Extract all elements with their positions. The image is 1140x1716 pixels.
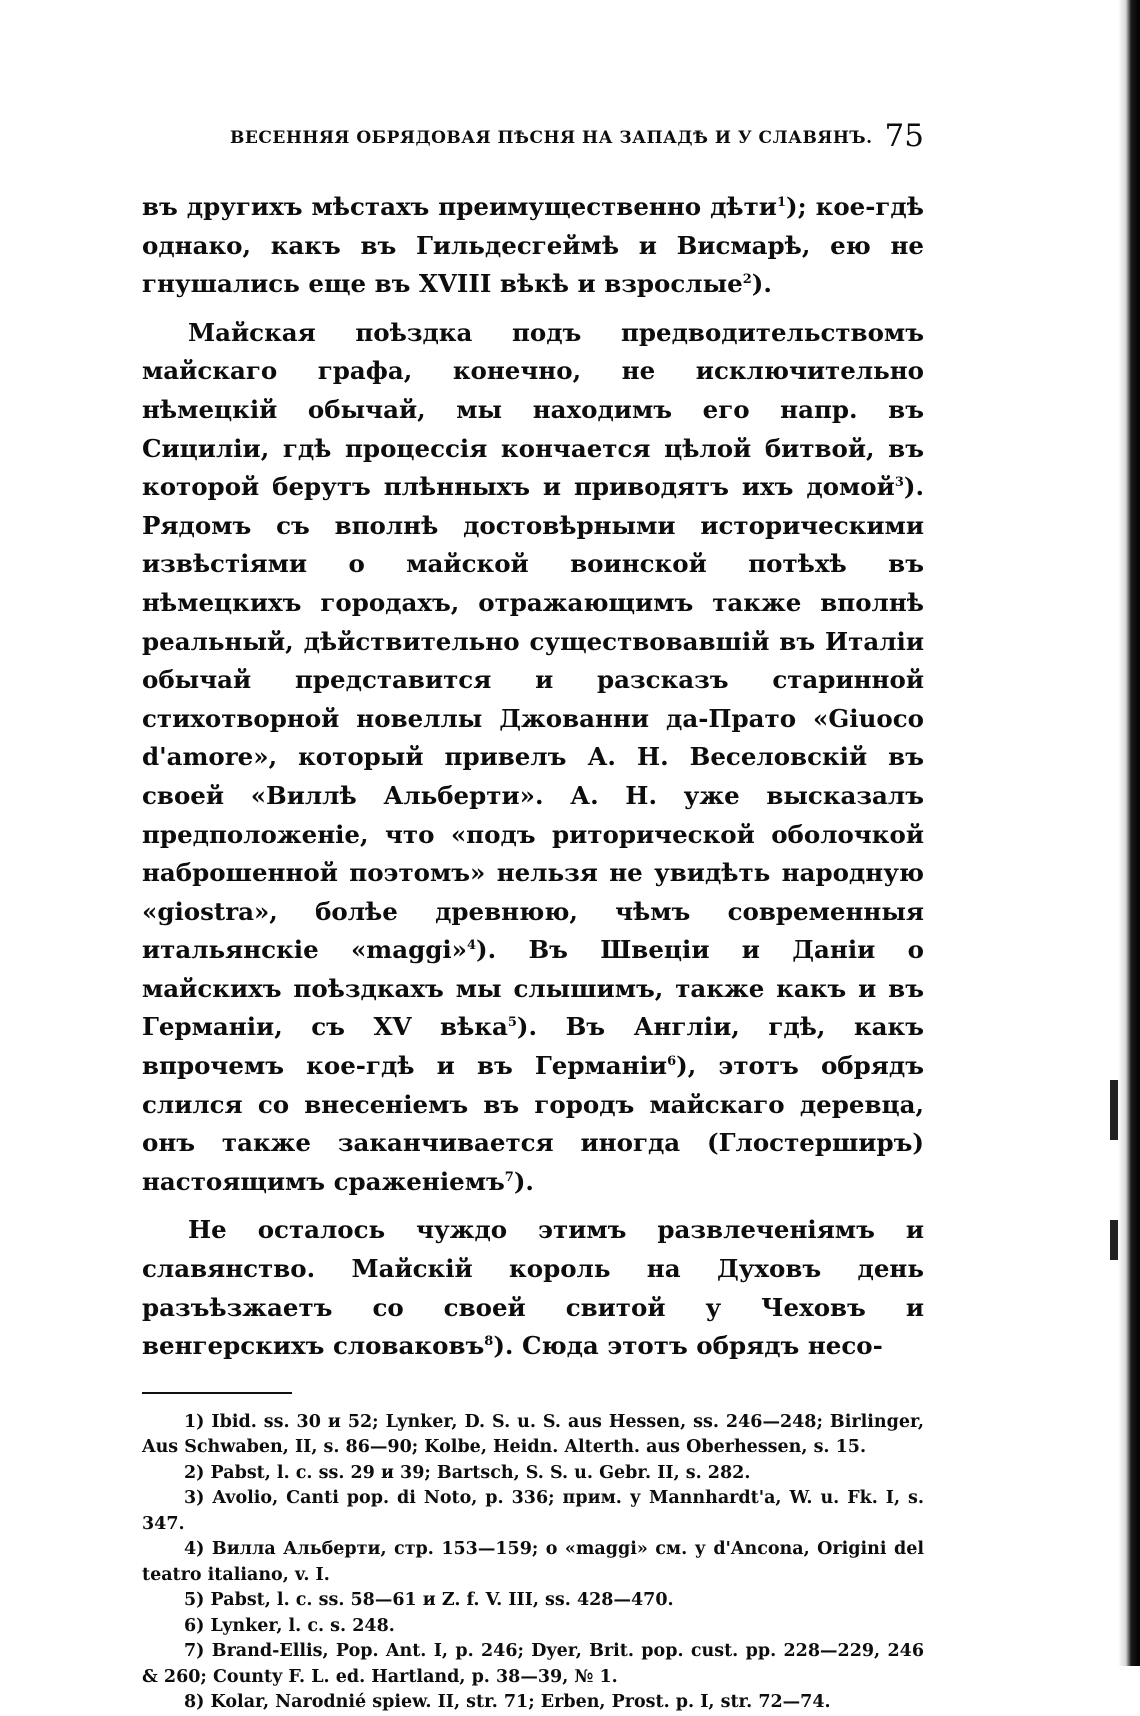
footnote-ref[interactable]: 1 <box>776 195 787 210</box>
footnote: 5) Pabst, l. c. ss. 58—61 и Z. f. V. III, ss. 428—470. <box>184 1590 674 1611</box>
running-head <box>142 118 924 158</box>
paragraph-1: въ другихъ мѣстахъ преимущественно дѣти$^1$); кое-гдѣ однако, какъ въ Гильдесгеймѣ и Висмарѣ, ею не гнушались еще въ XVIII вѣкѣ и взрослые$^2$). <box>142 192 924 299</box>
footnote: 8) Kolar, Narodnié spiew. II, str. 71; Erben, Prost. p. I, str. 72—74. <box>184 1692 831 1713</box>
footnotes <box>142 1410 924 1716</box>
footnote: 4) Вилла Альберти, стр. 153—159; о «maggi» см. у d'Ancona, Origini del teatro italiano, v. I. <box>142 1539 924 1585</box>
paragraph-3: Не осталось чуждо этимъ развлеченіямъ и славянство. Майскій король на Духовъ день разъѣзжаетъ со своей свитой у Чеховъ и венгерскихъ словаковъ$^8$). Сюда этотъ обрядъ несо- <box>142 1215 924 1361</box>
footnote-ref[interactable]: 3 <box>894 475 904 491</box>
footnote-ref[interactable]: 5 <box>507 1015 517 1031</box>
scan-edge <box>1118 0 1140 1666</box>
scan-mark <box>1110 1220 1118 1260</box>
footnote-divider <box>142 1392 292 1394</box>
scan-mark <box>1110 1080 1118 1140</box>
book-page <box>142 118 924 1716</box>
footnote-ref[interactable]: 4 <box>466 938 477 954</box>
footnote: 2) Pabst, l. c. ss. 29 и 39; Bartsch, S. S. u. Gebr. II, s. 282. <box>184 1462 751 1483</box>
footnote-ref[interactable]: 8 <box>484 1334 494 1350</box>
footnote: 6) Lynker, l. c. s. 248. <box>184 1615 395 1636</box>
footnote: 3) Avolio, Canti pop. di Noto, p. 336; прим. у Mannhardt'a, W. u. Fk. I, s. 347. <box>142 1488 924 1534</box>
running-title: ВЕСЕННЯЯ ОБРЯДОВАЯ ПѢСНЯ НА ЗАПАДѢ И У СЛАВЯНЪ. <box>230 128 873 148</box>
footnote: 7) Brand-Ellis, Pop. Ant. I, p. 246; Dyer, Brit. pop. cust. pp. 228—229, 246 & 260; County F. L. ed. Hartland, p. 38—39, № 1. <box>142 1641 924 1687</box>
footnote-ref[interactable]: 6 <box>667 1054 677 1070</box>
footnote-ref[interactable]: 2 <box>742 272 752 288</box>
page-number: 75 <box>884 118 924 154</box>
paragraph-2: Майская поѣздка подъ предводительствомъ майскаго графа, конечно, не исключительно нѣмецкій обычай, мы находимъ его напр. въ Сициліи, гдѣ процессія кончается цѣлой битвой, въ которой берутъ плѣнныхъ и приводятъ ихъ домой$^3$). Рядомъ съ вполнѣ достовѣрными историческими извѣстіями о майской воинской потѣхѣ въ нѣмецкихъ городахъ, отражающимъ также вполнѣ реальный, дѣйствительно существовавшій въ Италіи обычай представится и разсказъ старинной стихотворной новеллы Джованни да-Прато «Giuoco d'amore», который привелъ А. Н. Веселовскій въ своей «Виллѣ Альберти». А. Н. уже высказалъ предположеніе, что «подъ риторической оболочкой наброшенной поэтомъ» нельзя не увидѣть народную «giostra», болѣе древнюю, чѣмъ современныя итальянскіе «maggi»$^4$). Въ Швеціи и Даніи о майскихъ поѣздкахъ мы слышимъ, также какъ и въ Германіи, съ XV вѣка$^5$). Въ Англіи, гдѣ, какъ впрочемъ кое-гдѣ и въ Германіи$^6$), этотъ обрядъ слился со внесеніемъ въ городъ майскаго деревца, онъ также заканчивается иногда (Глостерширъ) настоящимъ сраженіемъ$^7$). <box>142 317 924 1196</box>
footnote-ref[interactable]: 7 <box>504 1169 514 1185</box>
footnote: 1) Ibid. ss. 30 и 52; Lynker, D. S. u. S. aus Hessen, ss. 246—248; Birlinger, Aus Schwaben, II, s. 86—90; Kolbe, Heidn. Alterth. aus Oberhessen, s. 15. <box>142 1411 924 1458</box>
body-text <box>142 188 924 1366</box>
